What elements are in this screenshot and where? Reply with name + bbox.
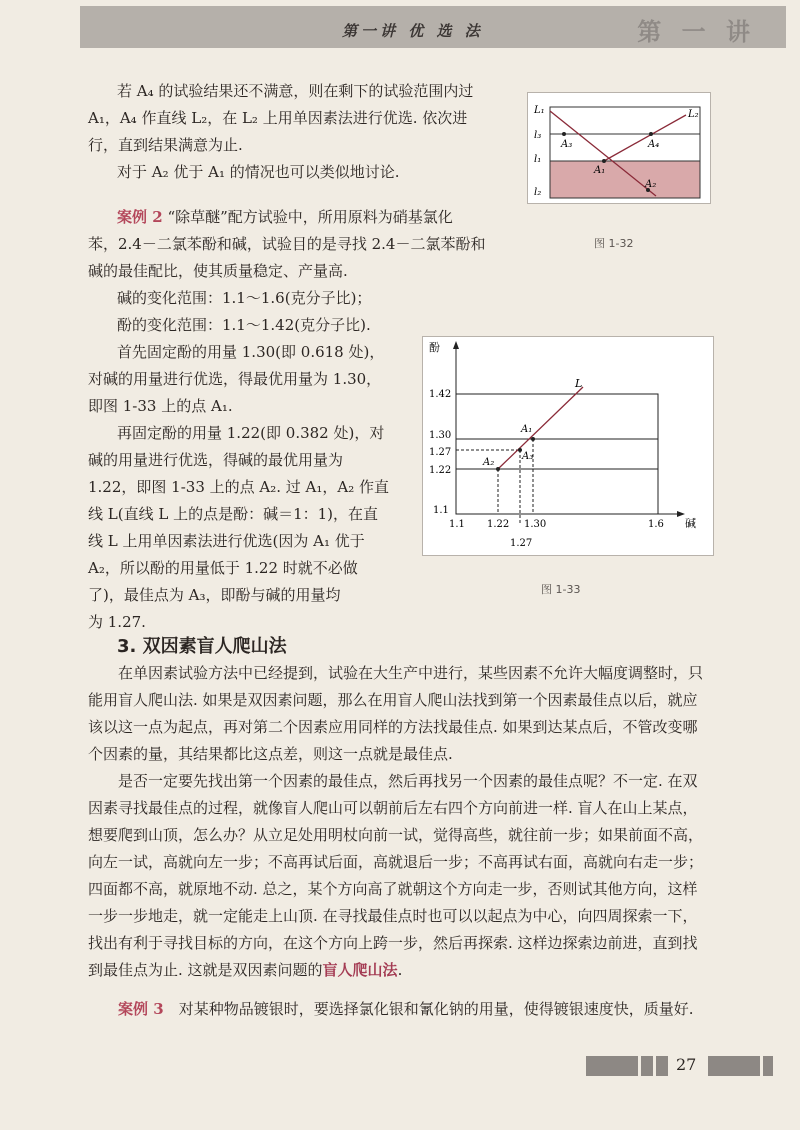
- case3-paragraph: [88, 996, 708, 1023]
- label-A1: A₁: [594, 165, 606, 176]
- case2-line-11: 1.22，即图 1-33 上的点 A₂. 过 A₁，A₂ 作直: [88, 478, 390, 496]
- y-tick-1-42: 1.42: [429, 389, 452, 400]
- case2-line-4: 碱的变化范围：1.1～1.6(克分子比)；: [117, 289, 372, 307]
- x-tick-1-1: 1.1: [449, 519, 465, 530]
- case2-line-2: 苯，2.4－二氯苯酚和碱，试验目的是寻找 2.4－二氯苯酚和: [88, 235, 486, 253]
- case3-text: 对某种物品镀银时，要选择氯化银和氰化钠的用量，使得镀银速度快，质量好.: [178, 1000, 694, 1018]
- section-3-paragraph-1: 在单因素试验方法中已经提到，试验在大生产中进行，某些因素不允许大幅度调整时，只能用盲人爬山法. 如果是双因素问题，那么在用盲人爬山法找到第一个因素最佳点以后，就应该以这一点为起点，再对第二个因素应用同样的方法找最佳点. 如果到达某点后，不管改变哪个因素的量，其结果都比这点差，则这一点就是最佳点.: [88, 664, 704, 763]
- header-lecture-mark: 第 一 讲: [637, 17, 756, 46]
- label-A3: A₃: [522, 451, 534, 462]
- case2-line-13: 线 L 上用单因素法进行优选(因为 A₁ 优于: [88, 532, 365, 550]
- point-A1: [602, 159, 606, 163]
- line-L: [498, 387, 583, 469]
- point-A1: [531, 437, 535, 441]
- y-axis-arrow: [453, 341, 459, 349]
- case2-line-16: 为 1.27.: [88, 613, 146, 631]
- x-axis-arrow: [677, 511, 685, 517]
- label-A4: A₄: [648, 139, 660, 150]
- label-l2: l₂: [534, 187, 542, 198]
- figure-1-32-diagram: [528, 93, 710, 203]
- x-tick-1-30: 1.30: [524, 519, 547, 530]
- label-A2: A₂: [645, 179, 657, 190]
- intro-line-1: 若 A₄ 的试验结果还不满意，则在剩下的试验范围内过: [117, 82, 474, 100]
- footer-bar-5: [763, 1056, 773, 1076]
- case2-line-10: 碱的用量进行优选，得碱的最优用量为: [88, 451, 344, 469]
- line-L2: [604, 115, 686, 161]
- case2-line-12: 线 L(直线 L 上的点是酚：碱＝1：1)，在直: [88, 505, 379, 523]
- label-A3: A₃: [561, 139, 573, 150]
- figure-1-32: [527, 92, 711, 204]
- point-A3: [562, 132, 566, 136]
- case2-line-8: 即图 1-33 上的点 A₁.: [88, 397, 233, 415]
- section-3-paragraph-2-text: 是否一定要先找出第一个因素的最佳点，然后再找另一个因素的最佳点呢？不一定. 在双因素寻找最佳点的过程，就像盲人爬山可以朝前后左右四个方向前进一样. 盲人在山上某点，想要爬到山顶，怎么办？从立足处用明杖向前一试，觉得高些，就往前一步；如果前面不高，向左一试，高就向左一步；不高再试后面，高就退后一步；不高再试右面，高就向右走一步；四面都不高，就原地不动. 总之，某个方向高了就朝这个方向走一步，否则试其他方向，这样一步一步地走，就一定能走上山顶. 在寻找最佳点时也可以以起点为中心，向四周探索一下，找出有利于寻找目标的方向，在这个方向上跨一步，然后再探索. 这样边探索边前进，直到找到最佳点为止. 这就是双因素问题的: [88, 772, 704, 979]
- case2-line-6: 首先固定酚的用量 1.30(即 0.618 处)，: [117, 343, 385, 361]
- section-3-paragraph-2: [88, 768, 708, 984]
- label-A1: A₁: [521, 424, 533, 435]
- case2-label: 案例 2: [117, 208, 163, 226]
- x-tick-1-22: 1.22: [487, 519, 510, 530]
- label-A2: A₂: [483, 457, 495, 468]
- point-A2: [496, 467, 500, 471]
- x-axis-label: 碱: [685, 517, 696, 530]
- case2-line-7: 对碱的用量进行优选，得最优用量为 1.30，: [88, 370, 382, 388]
- label-L1: L₁: [534, 105, 545, 116]
- footer-bar-4: [708, 1056, 760, 1076]
- label-l1: l₁: [534, 154, 542, 165]
- case2-line-1: “除草醚”配方试验中，所用原料为硝基氯化: [167, 208, 453, 226]
- section-3-title: 3. 双因素盲人爬山法: [117, 636, 287, 657]
- case3-label: 案例 3: [118, 1000, 164, 1018]
- footer-bar-2: [641, 1056, 653, 1076]
- y-tick-1-30: 1.30: [429, 430, 452, 441]
- label-L2: L₂: [688, 109, 699, 120]
- y-tick-1-1: 1.1: [433, 505, 449, 516]
- page-number: 27: [676, 1055, 697, 1074]
- y-axis-label: 酚: [429, 341, 440, 354]
- footer-bar-1: [586, 1056, 638, 1076]
- case2-line-14: A₂，所以酚的用量低于 1.22 时就不必做: [88, 559, 358, 577]
- section-3-paragraph-2-end: .: [397, 961, 403, 979]
- x-tick-1-27: 1.27: [510, 538, 533, 549]
- footer-bar-3: [656, 1056, 668, 1076]
- case2-line-15: 了)，最佳点为 A₃，即酚与碱的用量均: [88, 586, 341, 604]
- page-header: [80, 6, 786, 48]
- header-title: 第一讲 优 选 法: [342, 22, 484, 40]
- figure-1-33: [422, 336, 714, 556]
- case2-line-5: 酚的变化范围：1.1～1.42(克分子比).: [117, 316, 371, 334]
- y-tick-1-22: 1.22: [429, 465, 452, 476]
- blind-climbing-method-term: 盲人爬山法: [322, 961, 398, 979]
- figure-1-33-caption: 图 1-33: [541, 583, 581, 596]
- case2-line-9: 再固定酚的用量 1.22(即 0.382 处)，对: [117, 424, 385, 442]
- y-tick-1-27: 1.27: [429, 447, 452, 458]
- case2-line-3: 碱的最佳配比，使其质量稳定、产量高.: [88, 262, 348, 280]
- label-l3: l₃: [534, 130, 542, 141]
- intro-line-4: 对于 A₂ 优于 A₁ 的情况也可以类似地讨论.: [117, 163, 400, 181]
- line-L-label: L: [575, 377, 583, 390]
- figure-1-33-chart: [423, 337, 713, 555]
- l1-l2-shaded-region: [550, 161, 700, 198]
- figure-1-32-caption: 图 1-32: [594, 237, 634, 250]
- x-tick-1-6: 1.6: [648, 519, 664, 530]
- point-A4: [649, 132, 653, 136]
- intro-line-2: A₁，A₄ 作直线 L₂，在 L₂ 上用单因素法进行优选. 依次进: [88, 109, 468, 127]
- intro-line-3: 行，直到结果满意为止.: [88, 136, 243, 154]
- case2-first-line: [117, 204, 453, 231]
